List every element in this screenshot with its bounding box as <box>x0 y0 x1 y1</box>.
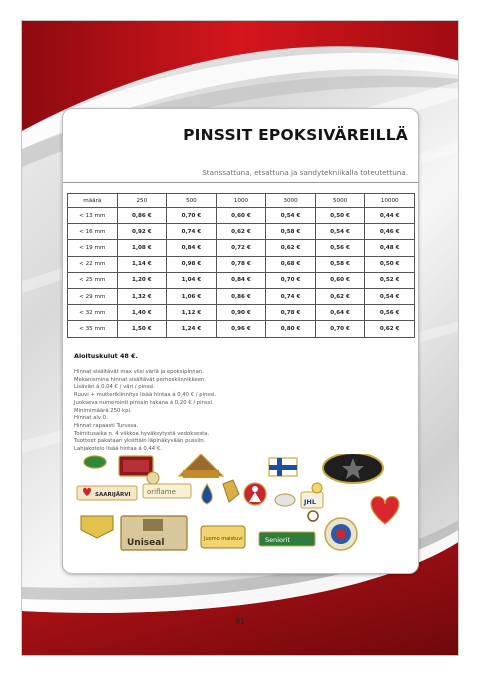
price-cell: 0,74 € <box>266 288 316 304</box>
pin-label: Uniseal <box>127 538 165 548</box>
price-cell: 0,92 € <box>117 224 167 240</box>
price-cell: 0,68 € <box>266 256 316 272</box>
price-cell: 1,50 € <box>117 321 167 337</box>
pin-red-person <box>244 483 266 505</box>
price-cell: 1,08 € <box>117 240 167 256</box>
price-cell: 0,56 € <box>365 305 415 321</box>
startup-cost-heading: Aloituskulut 48 €. <box>74 352 138 360</box>
size-cell: < 19 mm <box>68 240 118 256</box>
price-cell: 0,70 € <box>167 208 217 224</box>
price-cell: 1,40 € <box>117 305 167 321</box>
price-cell: 0,62 € <box>365 321 415 337</box>
price-cell: 0,90 € <box>216 305 266 321</box>
note-line: Ruuvi + mutterikiinnitys lisää hintaa á 0,40 € / pinssi. <box>74 392 217 399</box>
price-cell: 0,98 € <box>167 256 217 272</box>
price-cell: 1,06 € <box>167 288 217 304</box>
size-cell: < 25 mm <box>68 272 118 288</box>
price-cell: 0,56 € <box>315 240 365 256</box>
table-row <box>68 321 415 337</box>
note-line: Minimimäärä 250 kpl. <box>74 407 132 414</box>
size-cell: < 32 mm <box>68 305 118 321</box>
price-cell: 0,70 € <box>315 321 365 337</box>
table-header-row <box>68 194 415 208</box>
note-line: Mekanismina hinnat sisältävät perhoskiinnikkeen. <box>74 376 207 383</box>
price-cell: 1,14 € <box>117 256 167 272</box>
divider <box>63 182 419 183</box>
price-cell: 0,54 € <box>266 208 316 224</box>
size-cell: < 22 mm <box>68 256 118 272</box>
note-line: Tuotteet pakataan yksittäin läpinäkyvään pussiin. <box>74 438 206 445</box>
price-cell: 0,86 € <box>216 288 266 304</box>
note-line: Hinnat alv 0. <box>74 415 108 422</box>
pin-juomo <box>201 526 245 548</box>
terms-notes <box>74 352 404 454</box>
column-header: 500 <box>167 194 217 208</box>
size-cell: < 35 mm <box>68 321 118 337</box>
pin-jhl <box>301 483 323 508</box>
size-cell: < 13 mm <box>68 208 118 224</box>
price-cell: 0,84 € <box>167 240 217 256</box>
price-cell: 0,58 € <box>266 224 316 240</box>
column-header: 1000 <box>216 194 266 208</box>
price-cell: 0,62 € <box>266 240 316 256</box>
pin-label: SAARIJÄRVI <box>95 492 131 498</box>
price-cell: 1,20 € <box>117 272 167 288</box>
table-row <box>68 256 415 272</box>
note-line: Hinnat rapaasti Turussa. <box>74 422 139 429</box>
price-cell: 1,32 € <box>117 288 167 304</box>
column-header: 10000 <box>365 194 415 208</box>
pin-seniorit <box>259 532 315 546</box>
price-cell: 0,44 € <box>365 208 415 224</box>
pin-samples-photo <box>73 454 409 570</box>
price-cell: 0,86 € <box>117 208 167 224</box>
price-cell: 0,62 € <box>315 288 365 304</box>
pin-wheel <box>308 511 318 521</box>
price-cell: 0,64 € <box>315 305 365 321</box>
page-subtitle: Stanssattuna, etsattuna ja sandytekniikalla toteutettuna. <box>202 168 408 177</box>
price-panel <box>62 108 419 574</box>
column-header: 3000 <box>266 194 316 208</box>
pin-label: Juomo maistuvi <box>204 536 243 542</box>
pin-label: oriflame <box>147 488 176 496</box>
price-cell: 0,58 € <box>315 256 365 272</box>
pin-small-oval <box>275 494 295 506</box>
pin-gold-figure <box>223 480 239 502</box>
price-cell: 0,62 € <box>216 224 266 240</box>
size-cell: < 29 mm <box>68 288 118 304</box>
column-header: 5000 <box>315 194 365 208</box>
price-cell: 0,72 € <box>216 240 266 256</box>
table-row <box>68 224 415 240</box>
table-row <box>68 240 415 256</box>
table-row <box>68 272 415 288</box>
table-row <box>68 288 415 304</box>
note-line: Toimitusaika n. 4 viikkoa hyväksytystä vedoksesta. <box>74 430 210 437</box>
pin-uniseal <box>121 516 187 550</box>
price-cell: 0,50 € <box>365 256 415 272</box>
table-row <box>68 305 415 321</box>
pin-red-heart <box>371 497 399 525</box>
price-cell: 0,48 € <box>365 240 415 256</box>
pin-finnish-flag <box>269 458 297 476</box>
price-cell: 0,74 € <box>167 224 217 240</box>
pin-leaf <box>84 456 106 468</box>
note-line: Lisäväri á 0,04 € / väri / pinssi. <box>74 384 156 391</box>
note-line: Juokseva numerointi pinssin takana á 0,20 € / pinssi. <box>74 399 214 406</box>
size-cell: < 16 mm <box>68 224 118 240</box>
column-header: määrä <box>68 194 118 208</box>
pin-blue-drop <box>202 484 213 504</box>
price-cell: 0,60 € <box>216 208 266 224</box>
price-cell: 0,46 € <box>365 224 415 240</box>
pin-label: Seniorit <box>265 536 291 544</box>
price-cell: 0,60 € <box>315 272 365 288</box>
price-cell: 0,70 € <box>266 272 316 288</box>
price-cell: 1,24 € <box>167 321 217 337</box>
pin-saarijarvi <box>77 486 137 500</box>
price-cell: 0,78 € <box>266 305 316 321</box>
pin-label: JHL <box>304 498 317 506</box>
page-title: PINSSIT EPOKSIVÄREILLÄ <box>183 126 408 144</box>
price-cell: 1,04 € <box>167 272 217 288</box>
price-cell: 1,12 € <box>167 305 217 321</box>
price-cell: 0,52 € <box>365 272 415 288</box>
pin-brown-triangle <box>179 454 223 478</box>
price-cell: 0,80 € <box>266 321 316 337</box>
price-cell: 0,96 € <box>216 321 266 337</box>
price-cell: 0,84 € <box>216 272 266 288</box>
page-number: 91 <box>234 617 246 626</box>
price-cell: 0,54 € <box>365 288 415 304</box>
price-cell: 0,78 € <box>216 256 266 272</box>
column-header: 250 <box>117 194 167 208</box>
price-cell: 0,50 € <box>315 208 365 224</box>
pin-round-emblem <box>325 518 357 550</box>
table-row <box>68 208 415 224</box>
price-cell: 0,54 € <box>315 224 365 240</box>
note-line: Lahjakotelo lisää hintaa á 0,44 €. <box>74 446 162 453</box>
note-line: Hinnat sisältävät max viisi väriä ja epoksipinnan. <box>74 369 204 375</box>
pin-yellow-shield <box>81 516 113 538</box>
price-table <box>67 193 415 338</box>
pin-red-badge <box>119 456 153 476</box>
pin-star-oval <box>323 454 383 483</box>
